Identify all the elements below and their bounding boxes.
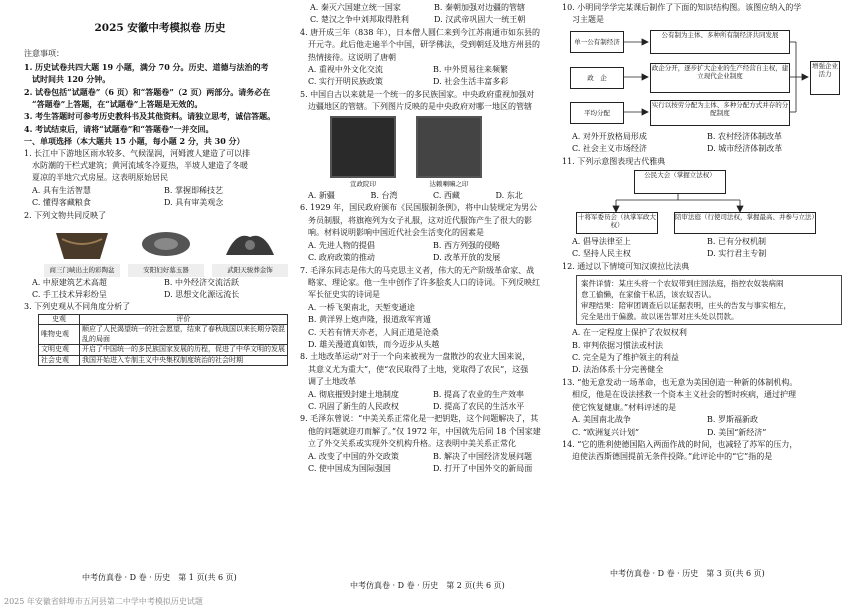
question-text: 水防潮的干栏式建筑；黄河流域冬冷夏热，半坡人建造了冬暖 <box>32 161 248 171</box>
diagram-box: 陪审法庭（行使司法权，掌握最高、并参与立法） <box>674 212 816 234</box>
option-b: B. 西方列强的侵略 <box>433 240 500 250</box>
knowledge-structure-diagram <box>562 27 842 131</box>
question-9 <box>300 413 558 475</box>
option-d: D. 具有审美观念 <box>164 198 224 208</box>
option-b: B. 已有分权机制 <box>707 237 766 247</box>
question-text: 边疆地区的管辖。下列图片反映的是中央政府对哪一地区的管辖 <box>308 102 532 112</box>
question-text: 习主题是 <box>572 15 604 25</box>
question-text: 响。材料说明影响中国近代社会生活变化的因素是 <box>308 228 484 238</box>
option-a: A. 先进人物的提倡 <box>308 240 375 250</box>
option-d: D. 法治体系十分完善健全 <box>572 365 664 375</box>
option-d: D. 实行君主专制 <box>707 249 767 259</box>
option-b: B. 罗斯福新政 <box>707 415 758 425</box>
question-text: 14. “它的胜利使德国陷入两面作战的时间，也减轻了苏军的压力， <box>562 439 798 449</box>
option-a: A. 具有生活智慧 <box>32 185 91 195</box>
notes-heading: 注意事项： <box>24 49 64 59</box>
athens-diagram <box>562 168 842 236</box>
image-caption: 商三门峡出土的彩陶盆 <box>44 264 120 276</box>
question-text: 其意义尤为重大”，使“农民取得了土地，党取得了农民”，这强 <box>308 364 529 374</box>
option-b: B. 解决了中国经济发展问题 <box>433 451 532 461</box>
question-4 <box>300 27 558 89</box>
option-a: A. 一桥飞架南北，天堑变通途 <box>308 302 415 312</box>
page-1-column <box>24 0 296 366</box>
option-c: C. 使中国成为国际强国 <box>308 464 391 473</box>
option-a: A. 在一定程度上保护了农奴权利 <box>572 328 687 338</box>
question-5 <box>300 89 558 203</box>
table-row: 文明史观 开启了中国统一的多民族国家发展的历程，促进了中华文明的发展 <box>39 345 288 356</box>
note-line: 4. 考试结束后，请将“试题卷”和“答题卷”一并交回。 <box>24 123 214 134</box>
case-box: 案件详情：某庄头将一个农奴带到庄园法庭，指控农奴装病闹 怠工偷懒，在家偷干私活，该农奴否认。 审理结果：陪审团调查后以证据表明，庄头的告发与事实相左， 完全是出于偏激。故以诬告罪对庄头处以罚款。 <box>576 275 842 325</box>
option-d: D. 打开了中国外交的新局面 <box>433 464 533 473</box>
diagram-box: 公有制为主体、多种所有制经济共同发展 <box>650 30 790 54</box>
option-a: A. 倡导法律至上 <box>572 237 631 247</box>
question-text: 略家、理论家。他一生中创作了许多脍炙人口的诗词。下列反映红 <box>308 277 540 287</box>
page-footer: 中考仿真卷 · D 卷 · 历史 第 2 页(共 6 页) <box>350 581 505 590</box>
diagram-box: 实行以按劳分配为主体、多种分配方式并存的分配制度 <box>650 100 790 126</box>
note-line: 试时间共 120 分钟。 <box>32 74 111 85</box>
option-a: A. 对外开放格局形成 <box>572 131 647 141</box>
question-text: 7. 毛泽东同志是伟大的马克思主义者，伟大的无产阶级革命家、战 <box>300 265 535 275</box>
question-text: 6. 1929 年，国民政府颁布《民国服制条例》，将中山装规定为男公 <box>300 203 538 213</box>
image-caption: 宣政院印 <box>350 179 376 188</box>
option-a: A. 重视中外文化交流 <box>308 65 383 75</box>
option-a: A. 新疆 <box>308 191 335 201</box>
option-a: A. 秦灭六国建立统一国家 <box>310 3 401 12</box>
option-a: A. 美国南北战争 <box>572 415 631 425</box>
option-d: D. 雄关漫道真如铁，而今迈步从头越 <box>308 339 440 349</box>
question-text: 使它恢复健康。”材料评述的是 <box>572 402 677 412</box>
diagram-box: 十将军委员会（执掌军政大权） <box>576 212 658 234</box>
question-2 <box>24 210 296 302</box>
note-line: 3. 考生答题时可参考历史教科书及其他资料。请独立思考，诚信答题。 <box>24 111 276 122</box>
option-c: C. 懂得客藏粮食 <box>32 198 91 208</box>
option-c: C. 楚汉之争中刘邦取得胜利 <box>310 15 409 25</box>
question-text: 13. “他无意发动一场革命，也无意为美国创造一种新的体制机构。 <box>562 377 798 387</box>
option-b: B. 中外经济交流活跃 <box>164 277 239 287</box>
question-text: 热情接待。这说明了唐朝 <box>308 52 396 62</box>
option-a: A. 改变了中国的外交政策 <box>308 451 399 461</box>
option-d: D. 提高了农民的生活水平 <box>433 401 525 411</box>
question-11 <box>562 156 842 261</box>
table-header: 评价 <box>80 314 288 325</box>
question-13 <box>562 377 842 439</box>
diagram-box: 平均分配 <box>570 102 624 124</box>
question-text: 12. 通过以下情境可知汉谟拉比法典 <box>562 261 690 271</box>
table-row: 社会史观 我国开始进入专制主义中央集权制度统治的社会时期 <box>39 355 288 366</box>
jade-artifact-image <box>128 225 204 263</box>
page-footer: 中考仿真卷 · D 卷 · 历史 第 1 页(共 6 页) <box>82 573 237 582</box>
image-caption: 安阳妇好墓玉器 <box>128 264 204 276</box>
seal-stamp-icon <box>330 116 396 178</box>
option-d: D. 思想文化源远流长 <box>164 289 240 299</box>
gold-ornament-image <box>212 225 288 263</box>
question-7 <box>300 265 558 352</box>
option-b: B. 审判依据习惯法或村法 <box>572 340 663 350</box>
table-header: 史观 <box>39 314 80 325</box>
painted-pottery-basin-image <box>44 225 120 263</box>
option-c: C. 政府政策的推动 <box>308 253 375 263</box>
page-3-column <box>562 2 842 464</box>
option-c: C. 实行开明民族政策 <box>308 77 383 87</box>
question-8 <box>300 351 558 413</box>
option-a: A. 中原建筑艺术高超 <box>32 277 107 287</box>
option-c: C. 手工技术异彩纷呈 <box>32 289 107 299</box>
diagram-box: 公民大会（掌握立法权） <box>634 170 726 194</box>
question-text: 开元寺。此后他走遍半个中国，研学佛法，受到朝廷及地方州县的 <box>308 40 540 50</box>
seal-stamp-icon <box>416 116 482 178</box>
question-1 <box>24 148 296 210</box>
question-text: 迫使法西斯德国提前无条件投降。”此评论中的“它”指的是 <box>572 452 773 462</box>
table-row: 唯物史观 顺应了人民渴望统一的社会愿望，结束了春秋战国以来长期分裂混乱的局面 <box>39 325 288 345</box>
question-text: 军长征史实的诗词是 <box>308 290 380 300</box>
source-watermark: 2025 年安徽省蚌埠市五河县第二中学中考模拟历史试题 <box>4 597 203 606</box>
option-d: D. 汉武帝巩固大一统王朝 <box>434 15 526 25</box>
option-d: D. 美国“新经济” <box>707 427 767 437</box>
diagram-box: 增强企业活力 <box>810 61 840 95</box>
question-6 <box>300 202 558 264</box>
option-b: B. 秦朝加强对边疆的管辖 <box>434 3 525 12</box>
question-text: 4. 唐开成三年（838 年），日本僧人圆仁来到今江苏南通市如东县的 <box>300 27 540 37</box>
question-14 <box>562 439 842 464</box>
image-caption: 达赖喇嘛之印 <box>429 179 469 188</box>
option-d: D. 东北 <box>495 191 523 201</box>
image-caption: 武阳天骏葬金饰 <box>212 264 288 276</box>
question-text: 1. 长江中下游地区雨水较多、气候湿润，河姆渡人建造了可以排 <box>24 148 251 158</box>
option-a: A. 彻底摧毁封建土地制度 <box>308 389 399 399</box>
question-text: 夏凉的半地穴式房屋。这表明原始居民 <box>32 173 168 183</box>
page-footer: 中考仿真卷 · D 卷 · 历史 第 3 页(共 6 页) <box>610 569 765 578</box>
question-text: 立了外交关系或实现外交机构升格。这表明中美关系正常化 <box>308 439 516 449</box>
diagram-box: 单一公有制经济 <box>570 31 624 53</box>
page-title: 2025 安徽中考模拟卷 历史 <box>94 22 226 34</box>
option-b: B. 台湾 <box>370 191 398 201</box>
option-c: C. 天若有情天亦老，人间正道是沧桑 <box>308 327 439 337</box>
option-d: D. 社会生活丰富多彩 <box>433 77 509 87</box>
option-c: C. 西藏 <box>433 191 460 201</box>
question-text: 他的问题就迎刃而解了。”仅 1972 年，中国就先后同 18 个国家建 <box>308 426 541 436</box>
seal-image <box>416 116 482 190</box>
diagram-box: 政企分开，逐步扩大企业的生产经营自主权，建立现代企业制度 <box>650 63 790 93</box>
question-text: 5. 中国自古以来就是一个统一的多民族国家。中央政府重视加强对 <box>300 89 535 99</box>
option-c: C. 坚持人民主权 <box>572 249 631 259</box>
note-line: 2. 试卷包括“试题卷”（6 页）和“答题卷”（2 页）两部分。请务必在 <box>24 86 271 97</box>
option-b: B. 中外贸易往来频繁 <box>433 65 508 75</box>
option-c: C. 完全是为了维护领主的利益 <box>572 353 679 363</box>
option-b: B. 掌握即稀技艺 <box>164 185 223 195</box>
history-view-table <box>38 314 288 367</box>
note-line: 1. 历史试卷共四大题 19 小题，满分 70 分。历史、道德与法治的考 <box>24 61 269 72</box>
option-d: D. 城市经济体制改革 <box>707 144 783 154</box>
option-b: B. 提高了农业的生产效率 <box>433 389 524 399</box>
option-c: C. “欧洲复兴计划” <box>572 427 640 437</box>
option-b: B. 黄洋界上炮声隆，报道敌军宵遁 <box>308 315 431 325</box>
question-text: 8. 土地改革运动“对于一个向来被视为一盘散沙的农业大国来说， <box>300 352 531 362</box>
seal-image <box>330 116 396 190</box>
option-c: C. 巩固了新生的人民政权 <box>308 401 399 411</box>
diagram-box: 政 企 <box>570 67 624 89</box>
section-heading: 一、单项选择（本大题共 15 小题，每小题 2 分，共 30 分） <box>24 136 245 147</box>
question-text: 11. 下列示意图表现古代雅典 <box>562 156 666 166</box>
option-d: D. 改革开放的发展 <box>433 253 501 263</box>
question-text: 务员制服，将旗袍列为女子礼服，这对近代服饰产生了很大的影 <box>308 215 532 225</box>
option-b: B. 农村经济体制改革 <box>707 131 782 141</box>
question-text: 2. 下列文物共同反映了 <box>24 210 107 220</box>
question-text: 3. 下列史观从不同角度分析了 <box>24 302 131 312</box>
question-10 <box>562 2 842 156</box>
option-c: C. 社会主义市场经济 <box>572 144 647 154</box>
page-2-column <box>300 2 558 475</box>
question-text: 10. 小明同学学完某课后制作了下面的知识结构图。该图应纳入的学 <box>562 3 802 12</box>
question-3 <box>24 301 296 366</box>
note-line: “答题卷”上答题，在“试题卷”上答题是无效的。 <box>32 99 203 110</box>
question-text: 调了土地改革 <box>308 377 356 387</box>
question-12 <box>562 261 842 377</box>
question-text: 9. 毛泽东曾说：“中美关系正常化是一把钥匙，这个问题解决了，其 <box>300 414 539 424</box>
question-text: 相反，他是在设法拯救一个资本主义社会的暂时疾病，通过护理 <box>572 390 796 400</box>
